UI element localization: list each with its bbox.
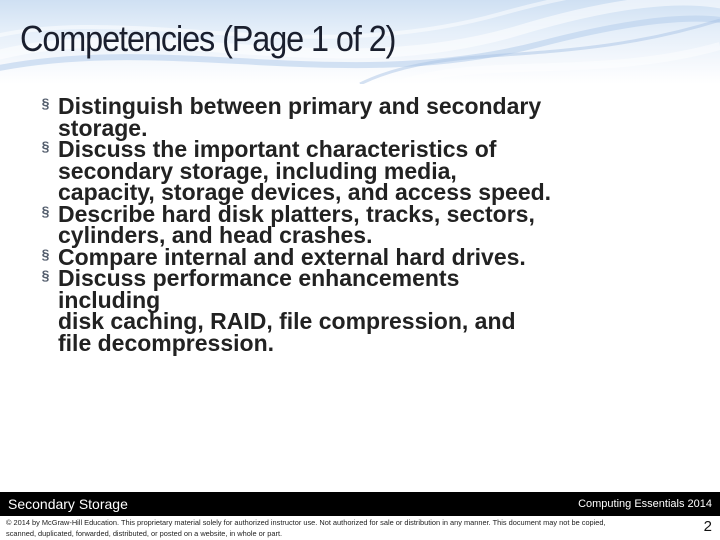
bullet-marker-icon: § bbox=[41, 202, 50, 219]
bullet-line: secondary storage, including media, bbox=[58, 157, 457, 184]
bullet-line: Describe hard disk platters, tracks, sectors, bbox=[58, 200, 535, 227]
bullet-line: file decompression. bbox=[58, 329, 275, 356]
slide-title: Competencies (Page 1 of 2) bbox=[20, 18, 396, 59]
bullet-line: Discuss the important characteristics of bbox=[58, 136, 497, 162]
footer-book-title: Computing Essentials 2014 bbox=[578, 498, 712, 510]
bullet-item bbox=[38, 93, 678, 141]
bullet-item bbox=[38, 136, 678, 205]
bullet-marker-icon: § bbox=[41, 138, 50, 154]
bullet-line: Compare internal and external hard drives. bbox=[58, 243, 526, 270]
copyright-notice bbox=[6, 518, 666, 539]
bullet-marker-icon: § bbox=[41, 95, 50, 111]
bullet-line: including bbox=[58, 286, 161, 313]
bullet-marker-icon: § bbox=[41, 267, 50, 283]
bullet-line: Discuss performance enhancements bbox=[58, 265, 460, 291]
bullet-line: disk caching, RAID, file compression, and bbox=[58, 308, 516, 334]
copyright-line: scanned, duplicated, forwarded, distributed, or posted on a website, in whole or part. bbox=[6, 528, 283, 538]
copyright-line: © 2014 by McGraw-Hill Education. This proprietary material solely for authorized instructor use. Not authorized for sale or distribution in any manner. This document may not be copied, bbox=[6, 518, 606, 527]
bullet-list bbox=[38, 93, 678, 356]
footer-chapter-title: Secondary Storage bbox=[8, 496, 128, 512]
bullet-line: capacity, storage devices, and access speed. bbox=[58, 179, 552, 205]
bullet-item bbox=[38, 265, 678, 356]
bullet-line: cylinders, and head crashes. bbox=[58, 222, 373, 248]
page-number: 2 bbox=[703, 518, 712, 535]
title-band bbox=[0, 0, 720, 84]
bullet-marker-icon: § bbox=[41, 245, 50, 262]
bullet-line: Distinguish between primary and secondary bbox=[58, 93, 542, 119]
bullet-line: storage. bbox=[58, 114, 148, 141]
bullet-item bbox=[38, 200, 678, 248]
footer-bar bbox=[0, 492, 720, 516]
